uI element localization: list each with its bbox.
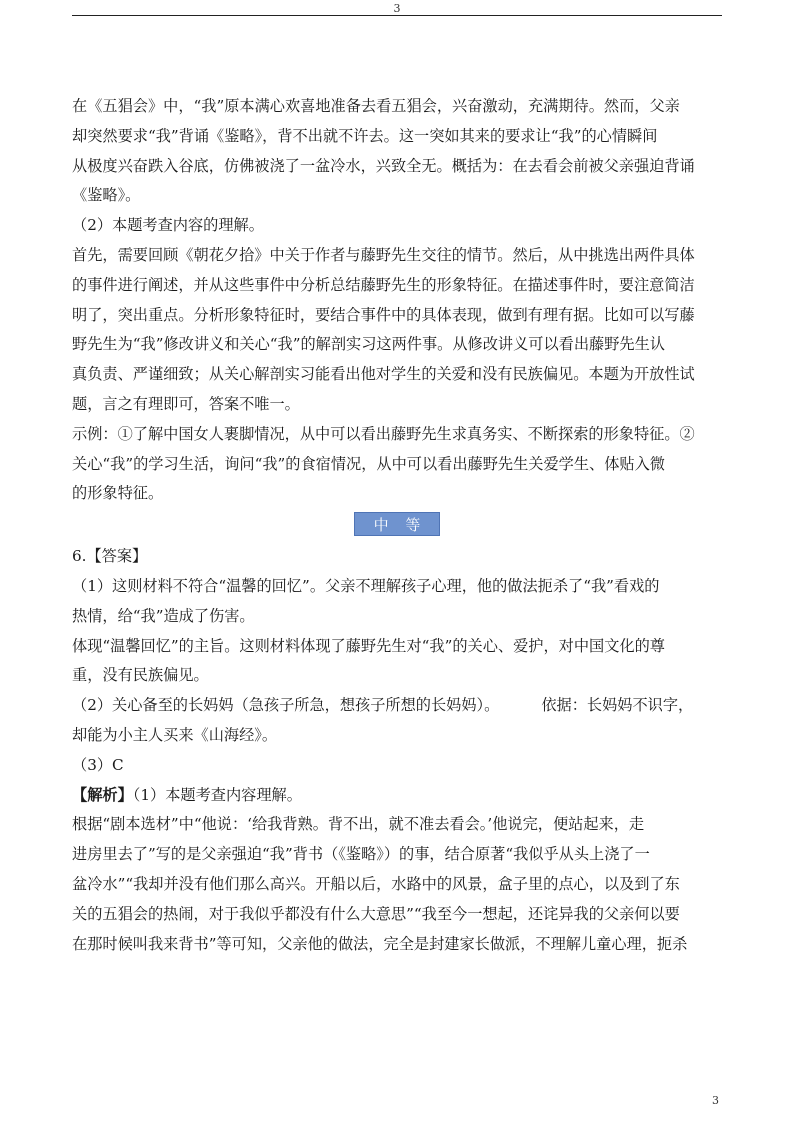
answer-part: （2）关心备至的长妈妈（急孩子所急，想孩子所想的长妈妈）。 bbox=[72, 696, 500, 715]
example-line: 关心“我”的学习生活，询问“我”的食宿情况，从中可以看出藤野先生关爱学生、体贴入微 bbox=[72, 454, 665, 473]
text-line: 从极度兴奋跌入谷底，仿佛被浇了一盆冷水，兴致全无。概括为：在去看会前被父亲强迫背诵 bbox=[72, 156, 695, 175]
text-line: 题，言之有理即可，答案不唯一。 bbox=[72, 394, 300, 413]
answer-line bbox=[72, 691, 722, 721]
text-line: 明了，突出重点。分析形象特征时，要结合事件中的具体表现，做到有理有据。比如可以写藤 bbox=[72, 305, 695, 324]
answer-part: 依据：长妈妈不识字， bbox=[541, 696, 694, 715]
example-line: 的形象特征。 bbox=[72, 484, 164, 503]
analysis-line: 进房里去了”写的是父亲强迫“我”背书（《鉴略》）的事，结合原著“我似乎从头上浇了一 bbox=[72, 845, 650, 864]
analysis-sub-heading: （1）本题考查内容理解。 bbox=[132, 785, 302, 804]
answer-line: 却能为小主人买来《山海经》。 bbox=[72, 725, 278, 744]
text-line: 《鉴略》。 bbox=[72, 186, 141, 205]
analysis-line: 关的五猖会的热闹，对于我似乎都没有什么大意思”“我至今一想起，还诧异我的父亲何以要 bbox=[72, 904, 680, 923]
analysis-line: 在那时候叫我来背书”等可知，父亲他的做法，完全是封建家长做派，不理解儿童心理，扼杀 bbox=[72, 934, 688, 953]
answer-line: （1）这则材料不符合“温馨的回忆”。父亲不理解孩子心理，他的做法扼杀了“我”看戏的 bbox=[72, 576, 660, 595]
answer-line: 热情，给“我”造成了伤害。 bbox=[72, 606, 255, 625]
section-badge: 中 等 题 bbox=[354, 512, 440, 536]
text-line: 在《五猖会》中，“我”原本满心欢喜地准备去看五猖会，兴奋激动，充满期待。然而，父亲 bbox=[72, 97, 680, 115]
text-line: 的事件进行阐述，并从这些事件中分析总结藤野先生的形象特征。在描述事件时，要注意简洁 bbox=[72, 275, 695, 294]
sub-question-heading: （2）本题考查内容的理解。 bbox=[72, 216, 264, 235]
example-line: 示例：①了解中国女人裹脚情况，从中可以看出藤野先生求真务实、不断探索的形象特征。② bbox=[72, 424, 695, 443]
analysis-heading bbox=[72, 781, 722, 811]
header-divider bbox=[72, 15, 722, 16]
footer-page-number: 3 bbox=[712, 1094, 719, 1107]
document-body bbox=[72, 92, 722, 959]
text-line: 却突然要求“我”背诵《鉴略》，背不出就不许去。这一突如其来的要求让“我”的心情瞬间 bbox=[72, 126, 658, 145]
analysis-label: 【解析】 bbox=[72, 785, 133, 804]
text-line: 真负责、严谨细致；从关心解剖实习能看出他对学生的关爱和没有民族偏见。本题为开放性试 bbox=[72, 365, 695, 384]
question-title: 6.【答案】 bbox=[72, 547, 148, 566]
answer-line: （3）C bbox=[72, 755, 124, 774]
answer-line: 体现“温馨回忆”的主旨。这则材料体现了藤野先生对“我”的关心、爱护，对中国文化的尊 bbox=[72, 636, 665, 655]
analysis-line: 根据“剧本选材”中“他说：‘给我背熟。背不出，就不准去看会。’他说完，便站起来，走 bbox=[72, 815, 645, 834]
text-line: 野先生为“我”修改讲义和关心“我”的解剖实习这两件事。从修改讲义可以看出藤野先生认 bbox=[72, 335, 665, 354]
header-page-number: 3 bbox=[393, 2, 401, 15]
analysis-line: 盆冷水”“我却并没有他们那么高兴。开船以后，水路中的风景，盒子里的点心，以及到了东 bbox=[72, 874, 680, 893]
answer-line: 重，没有民族偏见。 bbox=[72, 666, 209, 685]
text-line: 首先，需要回顾《朝花夕拾》中关于作者与藤野先生交往的情节。然后，从中挑选出两件具体 bbox=[72, 245, 695, 264]
